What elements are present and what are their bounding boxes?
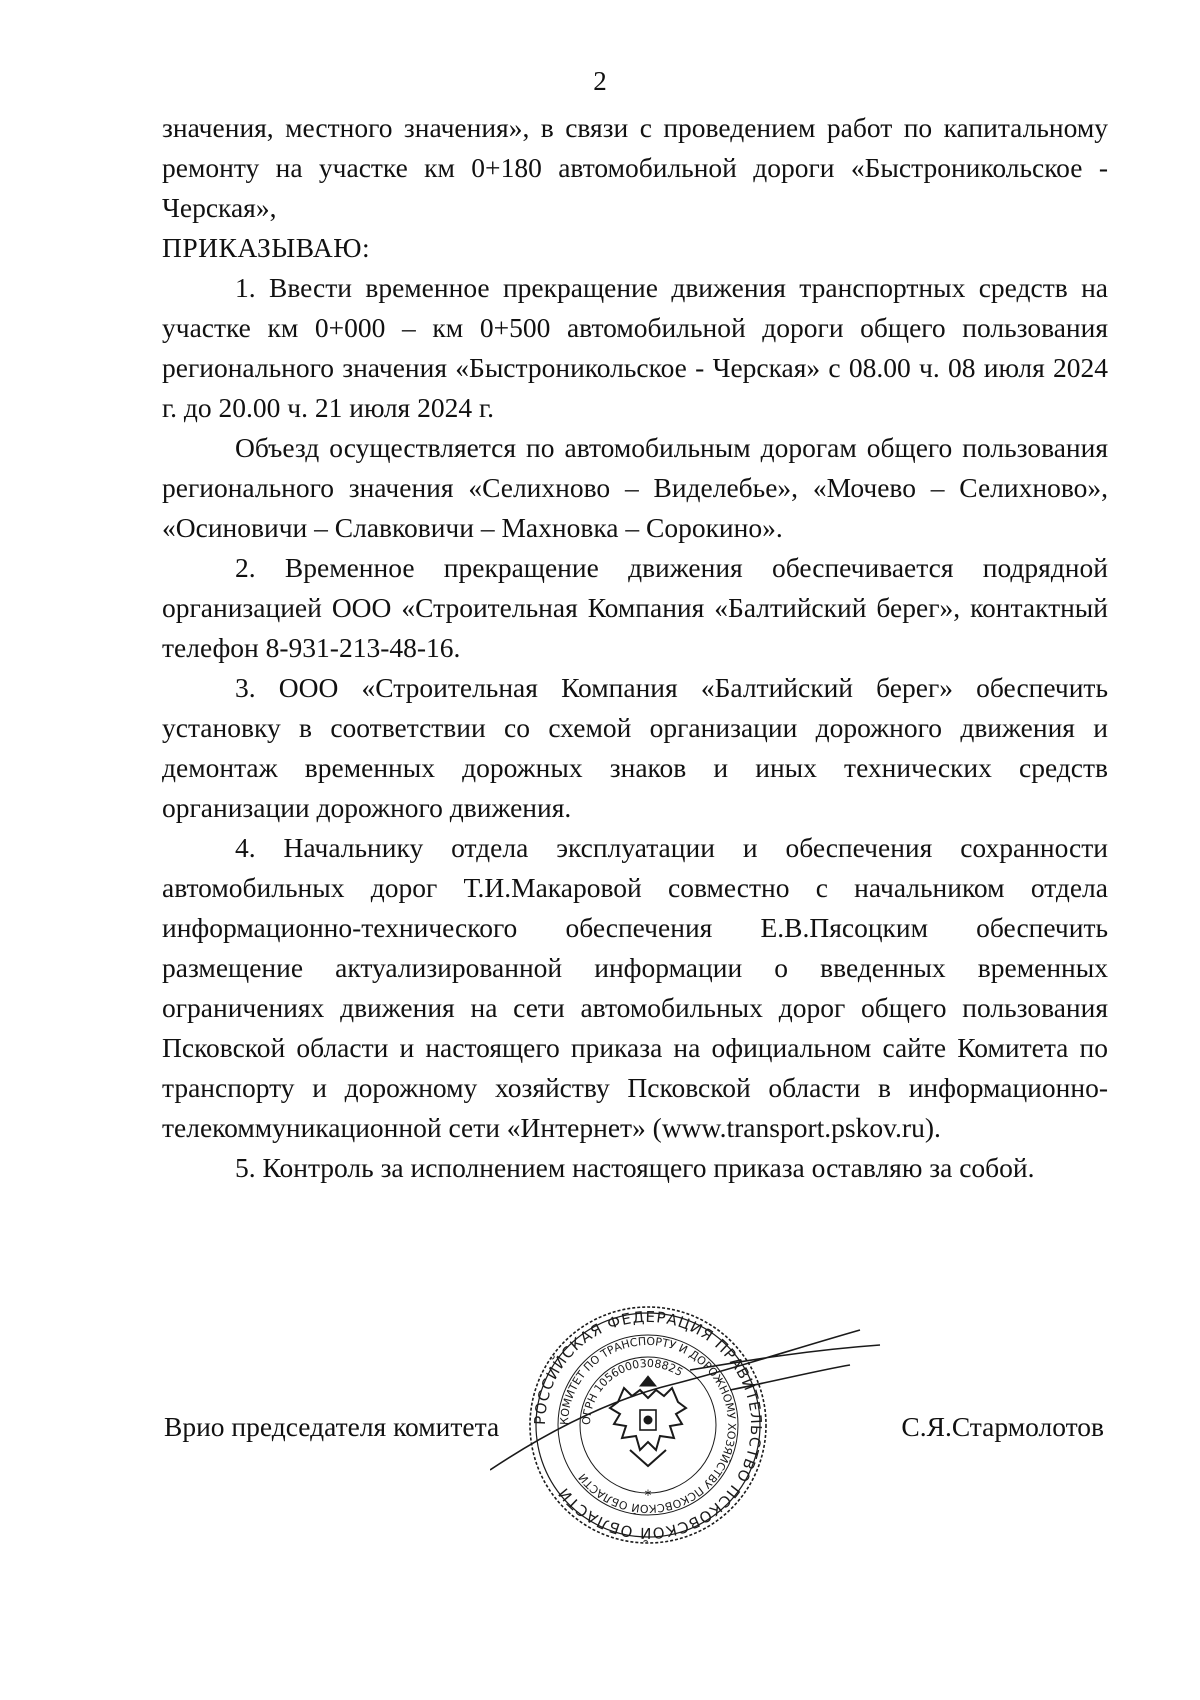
order-item-1: 1. Ввести временное прекращение движения транспортных средств на участке км 0+000 – км 0+500 автомобильной дороги общего пользования регионального значения «Быстроникольское - Черская» с 08.00 ч. 08 июля 2024 г. до 20.00 ч. 21 июля 2024 г. [162,272,1108,423]
seal-ogrn-text: ОГРН 1056000308825 [579,1356,686,1426]
order-item-4: 4. Начальнику отдела эксплуатации и обеспечения сохранности автомобильных дорог Т.И.Макаровой совместно с начальником отдела информационно-технического обеспечения Е.В.Пясоцким обеспечить размещение актуализированной информации о введенных временных ограничениях движения на сети автомобильных дорог общего пользования Псковской области и настоящего приказа на официальном сайте Комитета по транспорту и дорожному хозяйству Псковской области в информационно-телекоммуникационной сети «Интернет» (www.transport.pskov.ru). [162,832,1108,1143]
document-body [162,108,1108,1188]
signer-name: С.Я.Стармолотов [901,1411,1104,1442]
detour-paragraph: Объезд осуществляется по автомобильным дорогам общего пользования регионального значения «Селихново – Виделебье», «Мочево – Селихново», «Осиновичи – Славковичи – Махновка – Сорокино». [162,432,1108,543]
intro-paragraph: значения, местного значения», в связи с проведением работ по капитальному ремонту на участке км 0+180 автомобильной дороги «Быстроникольское - Черская», [162,112,1108,223]
order-item-5: 5. Контроль за исполнением настоящего приказа оставляю за собой. [235,1152,1035,1183]
order-item-3: 3. ООО «Строительная Компания «Балтийский берег» обеспечить установку в соответствии со схемой организации дорожного движения и демонтаж временных дорожных знаков и иных технических средств организации дорожного движения. [162,672,1108,823]
order-item-2: 2. Временное прекращение движения обеспечивается подрядной организацией ООО «Строительная Компания «Балтийский берег», контактный телефон 8-931-213-48-16. [162,552,1108,663]
order-heading: ПРИКАЗЫВАЮ: [162,232,371,263]
signer-position: Врио председателя комитета [164,1411,500,1442]
page-number: 2 [593,66,607,96]
seal-outer-text: РОССИЙСКАЯ ФЕДЕРАЦИЯ ПРАВИТЕЛЬСТВО ПСКОВСКОЙ ОБЛАСТИ [530,1307,766,1543]
seal-star: * [644,1488,652,1504]
signature-block [164,1411,1104,1451]
seal-inner-text: КОМИТЕТ ПО ТРАНСПОРТУ И ДОРОЖНОМУ ХОЗЯЙСТВУ ПСКОВСКОЙ ОБЛАСТИ [557,1334,739,1516]
